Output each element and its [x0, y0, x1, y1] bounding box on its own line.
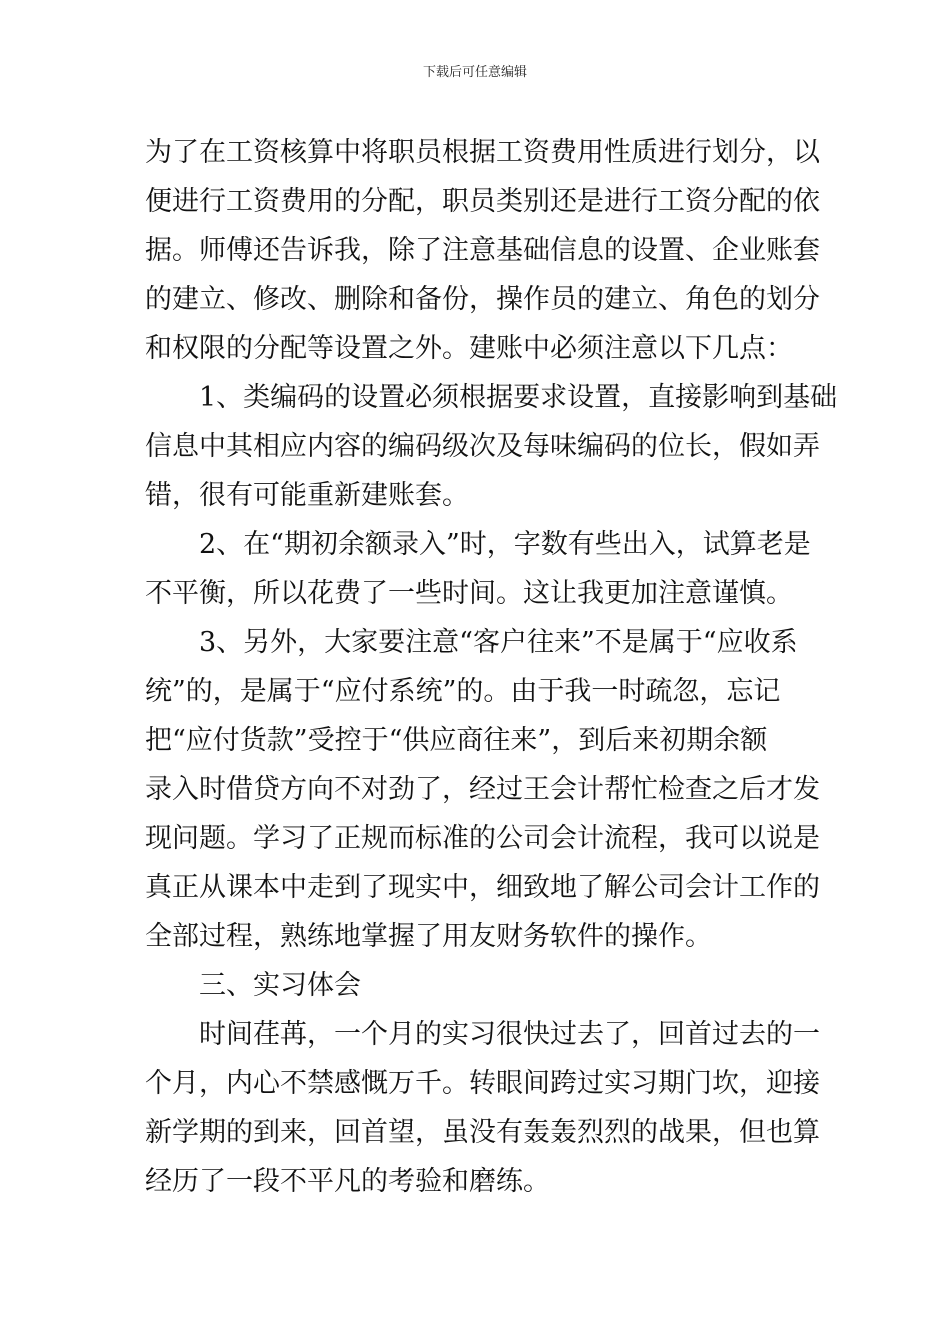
text-line: 2、在“期初余额录入”时，字数有些出入，试算老是 — [199, 529, 811, 560]
text-line: 1、类编码的设置必须根据要求设置，直接影响到基础 — [199, 382, 838, 413]
numbered-point-1 — [145, 373, 838, 520]
text-line: 经历了一段不平凡的考验和磨练。 — [145, 1166, 550, 1197]
text-line: 新学期的到来，回首望，虽没有轰轰烈烈的战果，但也算 — [145, 1117, 820, 1148]
text-line: 全部过程，熟练地掌握了用友财务软件的操作。 — [145, 921, 712, 952]
text-line: 录入时借贷方向不对劲了，经过王会计帮忙检查之后才发 — [145, 774, 820, 805]
section-heading-text: 三、实习体会 — [199, 970, 361, 1001]
text-line: 把“应付货款”受控于“供应商往来”，到后来初期余额 — [145, 725, 768, 756]
text-line: 和权限的分配等设置之外。建账中必须注意以下几点： — [145, 333, 793, 364]
text-line: 错，很有可能重新建账套。 — [145, 480, 469, 511]
text-line: 统”的，是属于“应付系统”的。由于我一时疏忽，忘记 — [145, 676, 781, 707]
body-paragraph — [145, 1010, 820, 1206]
text-line: 不平衡，所以花费了一些时间。这让我更加注意谨慎。 — [145, 578, 793, 609]
document-body — [145, 128, 838, 1206]
numbered-point-2 — [145, 520, 811, 618]
text-line: 的建立、修改、删除和备份，操作员的建立、角色的划分 — [145, 284, 820, 315]
section-heading — [145, 961, 807, 1010]
text-line: 为了在工资核算中将职员根据工资费用性质进行划分，以 — [145, 137, 820, 168]
text-line: 现问题。学习了正规而标准的公司会计流程，我可以说是 — [145, 823, 820, 854]
text-line: 便进行工资费用的分配，职员类别还是进行工资分配的依 — [145, 186, 820, 217]
body-paragraph — [145, 128, 820, 373]
text-line: 个月，内心不禁感慨万千。转眼间跨过实习期门坎，迎接 — [145, 1068, 820, 1099]
numbered-point-3 — [145, 618, 820, 961]
text-line: 时间荏苒，一个月的实习很快过去了，回首过去的一 — [199, 1019, 820, 1050]
text-line: 3、另外，大家要注意“客户往来”不是属于“应收系 — [199, 627, 798, 658]
text-line: 据。师傅还告诉我，除了注意基础信息的设置、企业账套 — [145, 235, 820, 266]
text-line: 信息中其相应内容的编码级次及每味编码的位长，假如弄 — [145, 431, 820, 462]
text-line: 真正从课本中走到了现实中，细致地了解公司会计工作的 — [145, 872, 820, 903]
page-header: 下载后可任意编辑 — [422, 65, 527, 80]
